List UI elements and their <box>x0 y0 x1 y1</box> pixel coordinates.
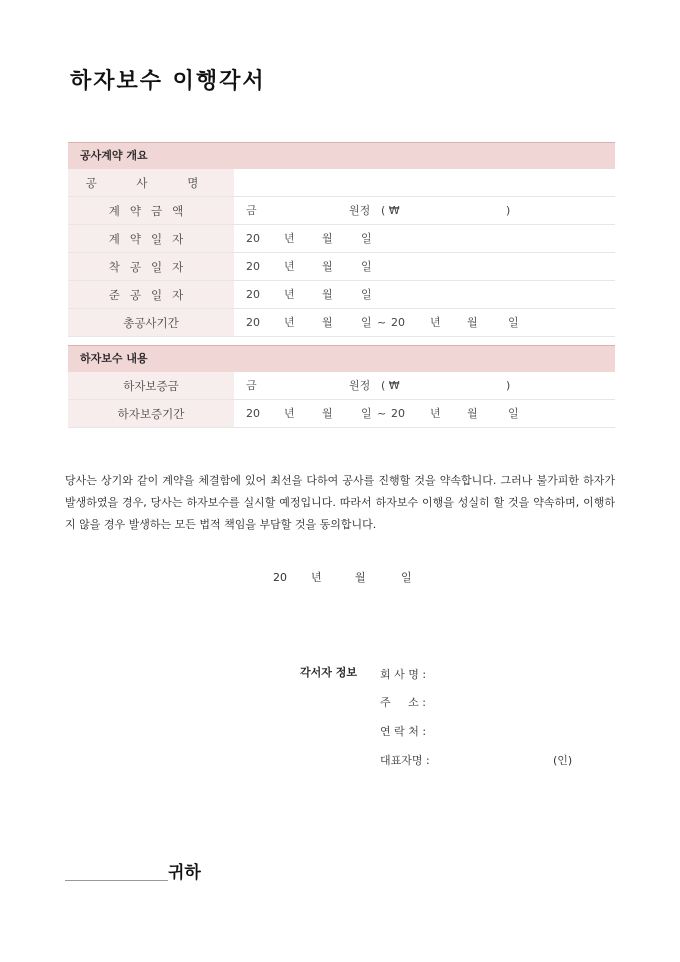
deposit-wonjeong: 원정 <box>349 379 371 392</box>
sign-month-unit: 월 <box>355 571 366 584</box>
start-year-unit: 년 <box>284 316 295 329</box>
day-unit: 일 <box>361 260 372 273</box>
start-day-unit: 일 <box>361 316 372 329</box>
total-period-label: 총공사기간 <box>68 309 234 336</box>
contract-overview-section <box>68 142 615 337</box>
warranty-period-value[interactable] <box>234 400 615 427</box>
start-year-unit: 년 <box>284 407 295 420</box>
deposit-value[interactable] <box>234 372 615 399</box>
amount-won-close: ) <box>506 204 511 217</box>
sign-year-unit: 년 <box>311 571 322 584</box>
year-unit: 년 <box>284 232 295 245</box>
finish-date-row <box>68 281 615 309</box>
end-month-unit: 월 <box>467 316 478 329</box>
issuer-heading: 각서자 정보 <box>300 666 357 679</box>
pledge-paragraph: 당사는 상기와 같이 계약을 체결함에 있어 최선을 다하여 공사를 진행할 것을 약속합니다. 그러나 불가피한 하자가 발생하였을 경우, 당사는 하자보수를 실시할 예정입니다. 따라서 하자보수 이행을 성실히 할 것을 약속하며, 이행하지 않을 경우 발생하는 모든 법적 책임을 부담할 것을 동의합니다. <box>65 474 615 531</box>
end-day-unit: 일 <box>508 316 519 329</box>
sign-year-prefix: 20 <box>273 571 287 584</box>
contract-amount-value[interactable] <box>234 197 615 224</box>
contract-date-row <box>68 225 615 253</box>
contract-amount-label: 계약금액 <box>68 197 234 224</box>
start-month-unit: 월 <box>322 316 333 329</box>
year-prefix: 20 <box>246 232 260 245</box>
year-prefix: 20 <box>246 288 260 301</box>
addressee-blank-line[interactable] <box>65 880 168 881</box>
finish-date-label: 준공일자 <box>68 281 234 308</box>
start-date-row <box>68 253 615 281</box>
document-title: 하자보수 이행각서 <box>70 69 266 94</box>
project-name-label: 공 사 명 <box>68 169 234 196</box>
year-unit: 년 <box>284 260 295 273</box>
defect-repair-section <box>68 345 615 428</box>
year-prefix: 20 <box>246 260 260 273</box>
start-year-prefix: 20 <box>246 316 260 329</box>
end-year-unit: 년 <box>430 316 441 329</box>
deposit-row <box>68 372 615 400</box>
warranty-period-label: 하자보증기간 <box>68 400 234 427</box>
contract-date-value[interactable] <box>234 225 615 252</box>
deposit-label: 하자보증금 <box>68 372 234 399</box>
day-unit: 일 <box>361 288 372 301</box>
contract-overview-heading: 공사계약 개요 <box>68 142 615 169</box>
day-unit: 일 <box>361 232 372 245</box>
sign-day-unit: 일 <box>401 571 412 584</box>
year-unit: 년 <box>284 288 295 301</box>
month-unit: 월 <box>322 288 333 301</box>
month-unit: 월 <box>322 260 333 273</box>
contract-date-label: 계약일자 <box>68 225 234 252</box>
amount-won-open: ( ₩ <box>381 204 400 217</box>
end-day-unit: 일 <box>508 407 519 420</box>
project-name-value[interactable] <box>234 169 615 196</box>
end-year-unit: 년 <box>430 407 441 420</box>
month-unit: 월 <box>322 232 333 245</box>
project-name-row <box>68 169 615 197</box>
start-month-unit: 월 <box>322 407 333 420</box>
phone-label: 연 락 처 : <box>380 725 427 738</box>
start-date-label: 착공일자 <box>68 253 234 280</box>
total-period-row <box>68 309 615 337</box>
deposit-won-open: ( ₩ <box>381 379 400 392</box>
defect-repair-heading: 하자보수 내용 <box>68 345 615 372</box>
company-label: 회 사 명 : <box>380 668 427 681</box>
end-month-unit: 월 <box>467 407 478 420</box>
end-year-prefix: 20 <box>391 316 405 329</box>
address-label: 주 소 : <box>380 696 426 709</box>
start-date-value[interactable] <box>234 253 615 280</box>
ceo-label: 대표자명 : <box>380 754 430 767</box>
total-period-value[interactable] <box>234 309 615 336</box>
tilde: ~ <box>377 407 387 420</box>
warranty-period-row <box>68 400 615 428</box>
addressee-suffix: 귀하 <box>168 863 201 883</box>
contract-amount-row <box>68 197 615 225</box>
deposit-won-close: ) <box>506 379 511 392</box>
deposit-geum: 금 <box>246 379 257 392</box>
amount-geum: 금 <box>246 204 257 217</box>
end-year-prefix: 20 <box>391 407 405 420</box>
seal-mark: (인) <box>553 754 573 767</box>
finish-date-value[interactable] <box>234 281 615 308</box>
start-day-unit: 일 <box>361 407 372 420</box>
start-year-prefix: 20 <box>246 407 260 420</box>
amount-wonjeong: 원정 <box>349 204 371 217</box>
tilde: ~ <box>377 316 387 329</box>
